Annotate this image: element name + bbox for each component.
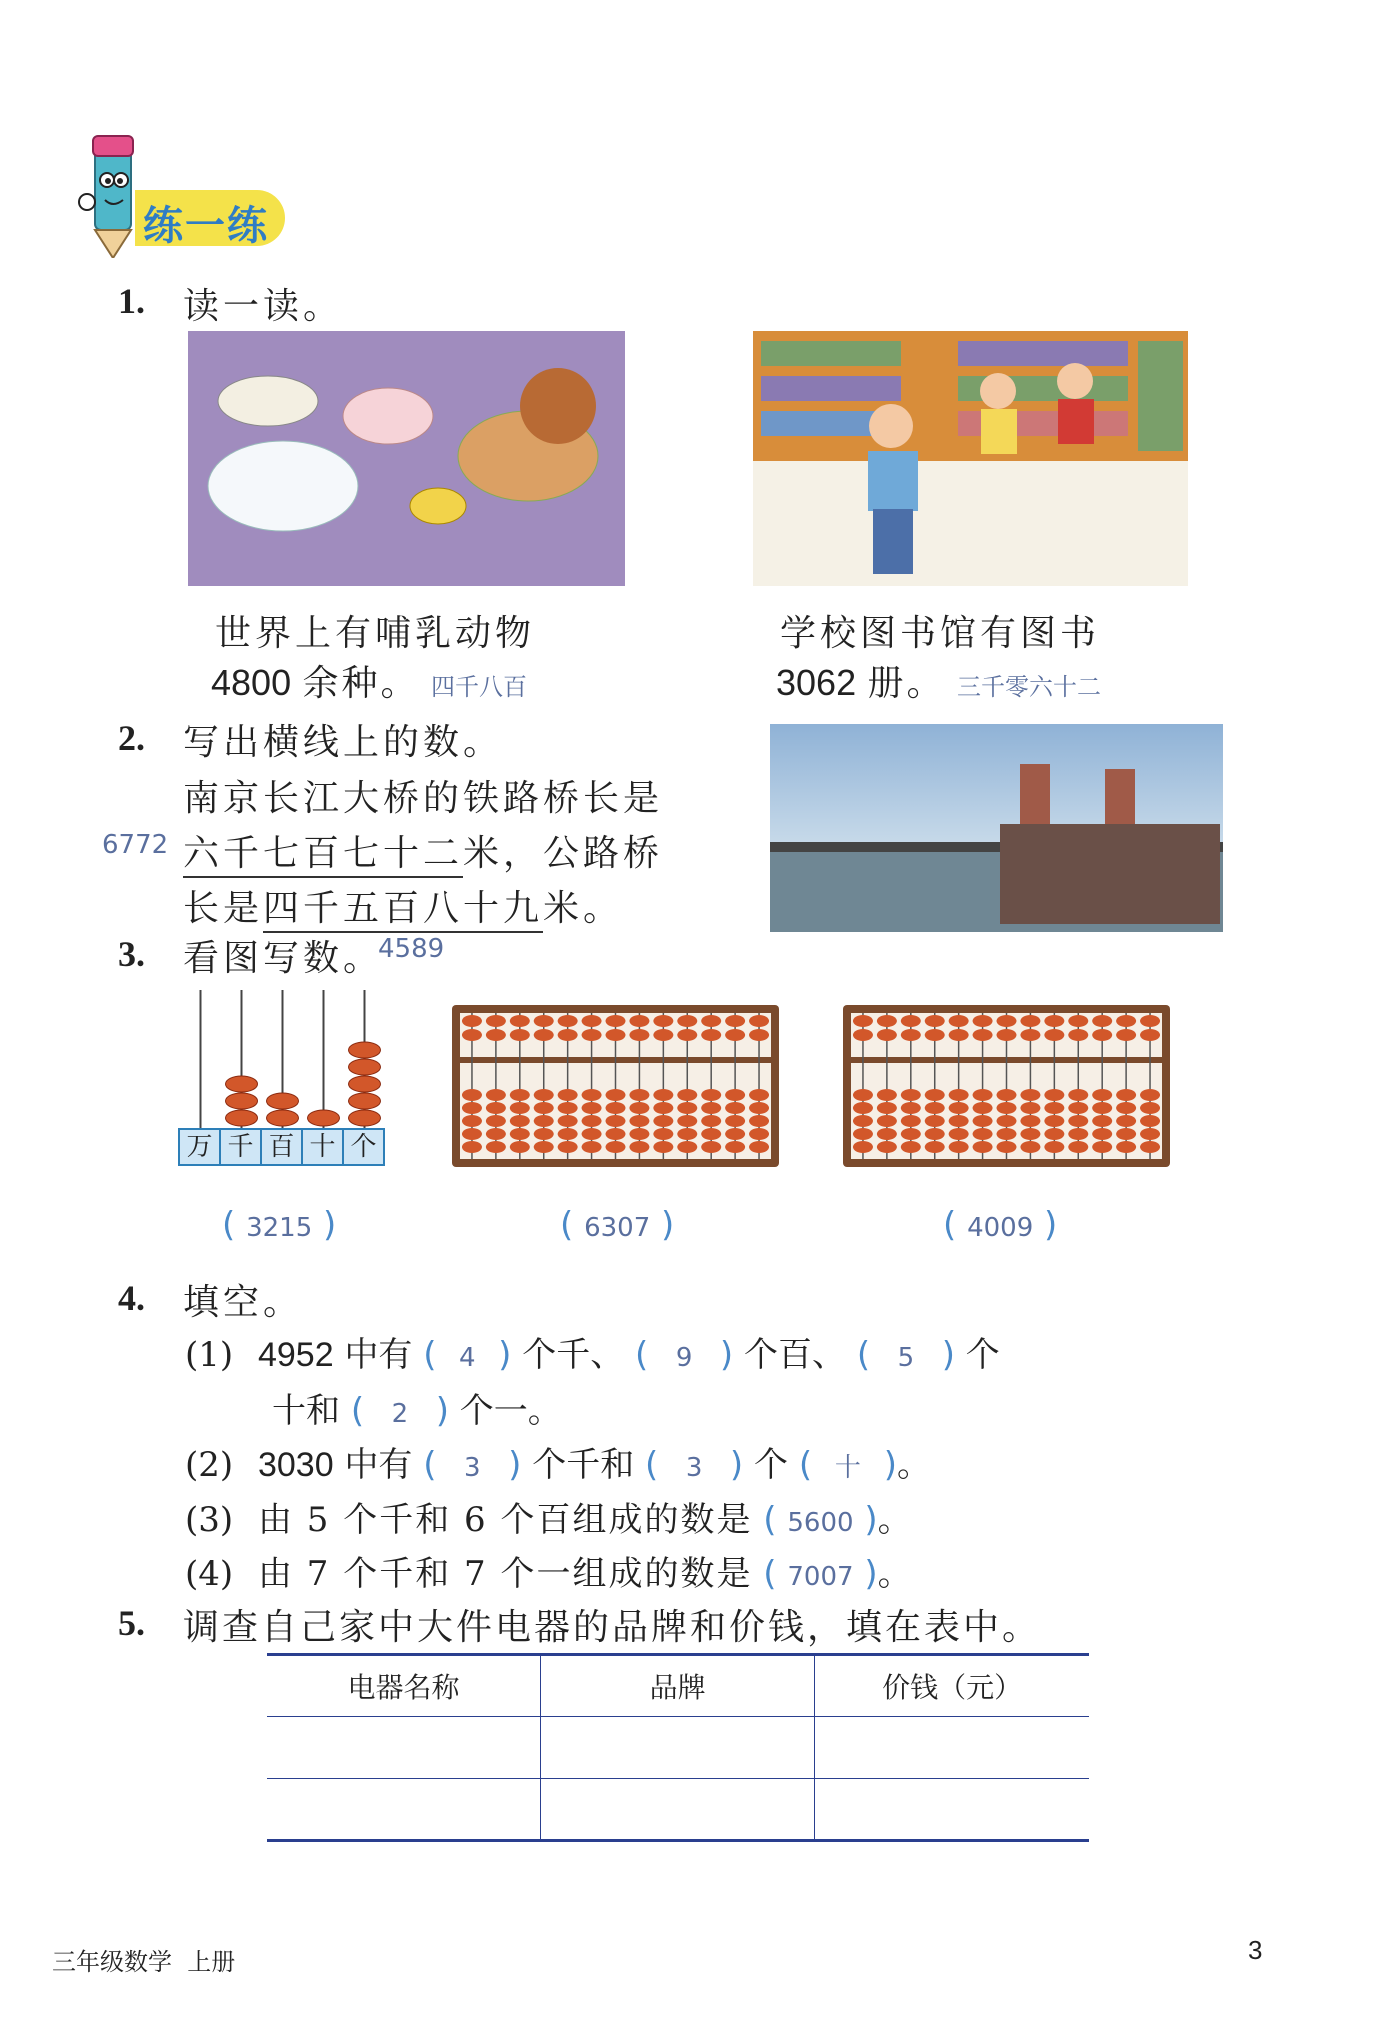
q3-answer-1-value: 3215 <box>246 1213 313 1243</box>
abacus-bead <box>606 1141 626 1153</box>
q4-item1-ans1: 4 <box>459 1343 476 1373</box>
table-header-row <box>267 1655 1089 1717</box>
abacus-bead <box>877 1015 897 1027</box>
q3-prompt: 看图写数。 <box>183 938 384 979</box>
counter-bead <box>226 1093 258 1109</box>
abacus-bead <box>749 1141 769 1153</box>
q4-item1-f: 个一。 <box>459 1391 562 1431</box>
counter-bead <box>349 1042 381 1058</box>
place-labels <box>180 1128 385 1166</box>
abacus-bead <box>973 1128 993 1140</box>
abacus-bead <box>997 1089 1017 1101</box>
abacus-bead <box>949 1128 969 1140</box>
q4-item2-c: 个 <box>754 1445 788 1485</box>
abacus-bead <box>1092 1029 1112 1041</box>
q4-item1-a: 中有 <box>344 1335 413 1375</box>
abacus-bead <box>973 1141 993 1153</box>
q4-item1-num: 4952 <box>257 1336 334 1374</box>
abacus-bead <box>877 1102 897 1114</box>
abacus-bead <box>1116 1115 1136 1127</box>
q4-item2-ans1: 3 <box>464 1453 481 1483</box>
abacus-bead <box>1044 1115 1064 1127</box>
abacus-bead <box>949 1102 969 1114</box>
q3-answer-2: ( 6307 ) <box>560 1205 675 1245</box>
abacus-bead <box>997 1029 1017 1041</box>
q1-right-caption-line2 <box>776 655 1101 706</box>
abacus-bead <box>486 1102 506 1114</box>
abacus-bead <box>853 1128 873 1140</box>
place-label-bai: 百 <box>260 1128 303 1166</box>
q1-left-answer: 四千八百 <box>431 673 528 701</box>
abacus-bead <box>949 1141 969 1153</box>
abacus-bead <box>1140 1141 1160 1153</box>
abacus-bead <box>877 1089 897 1101</box>
place-label-shi: 十 <box>301 1128 344 1166</box>
abacus-bead <box>725 1115 745 1127</box>
library-illustration <box>753 331 1188 586</box>
abacus-bead <box>877 1128 897 1140</box>
abacus-bead <box>997 1102 1017 1114</box>
abacus-bead <box>1092 1141 1112 1153</box>
counter-bead <box>226 1110 258 1126</box>
abacus-bead <box>582 1141 602 1153</box>
abacus-bead <box>582 1089 602 1101</box>
abacus-bead <box>558 1115 578 1127</box>
abacus-bead <box>677 1089 697 1101</box>
q4-item1-e: 十和 <box>272 1391 340 1431</box>
q2-margin-answer: 6772 <box>102 830 169 860</box>
abacus-bead <box>1020 1128 1040 1140</box>
q4-item1-label: (1) <box>185 1335 234 1375</box>
q4-item4-text: 由 7 个千和 7 个一组成的数是 <box>257 1554 753 1594</box>
abacus-bead <box>973 1029 993 1041</box>
q4-item1-line2: 十和 ( 2 ) 个一。 <box>272 1391 562 1431</box>
abacus-bead <box>949 1029 969 1041</box>
q4-item1-c: 个百、 <box>744 1335 846 1375</box>
abacus-bead <box>582 1128 602 1140</box>
abacus-bead <box>901 1015 921 1027</box>
abacus-bead <box>1068 1128 1088 1140</box>
abacus-bead <box>1044 1029 1064 1041</box>
abacus-bead <box>701 1115 721 1127</box>
abacus-bead <box>606 1128 626 1140</box>
abacus-bead <box>558 1029 578 1041</box>
abacus-bead <box>997 1115 1017 1127</box>
abacus-bead <box>749 1029 769 1041</box>
q4-item2-ans2: 3 <box>685 1453 703 1483</box>
abacus-bead <box>510 1015 530 1027</box>
q2-line1: 南京长江大桥的铁路桥长是 <box>183 778 664 819</box>
abacus-bead <box>582 1115 602 1127</box>
q4-prompt: 填空。 <box>183 1282 304 1323</box>
abacus-bead <box>629 1029 649 1041</box>
q1-right-caption-rest: 册。 <box>867 663 946 704</box>
q4-item1-ans3: 5 <box>897 1343 915 1373</box>
counting-frame-rods <box>180 990 385 1128</box>
abacus-bead <box>701 1141 721 1153</box>
abacus-bead <box>901 1141 921 1153</box>
abacus-bead <box>725 1029 745 1041</box>
abacus-bead <box>486 1115 506 1127</box>
q2-line3-underlined: 四千五百八十九 <box>263 888 543 933</box>
counter-bead <box>349 1093 381 1109</box>
table-row <box>267 1717 1089 1779</box>
abacus-bead <box>701 1089 721 1101</box>
abacus-bead <box>749 1128 769 1140</box>
abacus-bead <box>510 1115 530 1127</box>
q5-prompt: 调查自己家中大件电器的品牌和价钱，填在表中。 <box>183 1607 1042 1648</box>
abacus-bead <box>949 1089 969 1101</box>
place-label-ge: 个 <box>342 1128 385 1166</box>
q2-prompt: 写出横线上的数。 <box>183 722 504 763</box>
abacus-bead <box>1140 1102 1160 1114</box>
abacus-bead <box>653 1141 673 1153</box>
abacus-bead <box>462 1029 482 1041</box>
q4-item1-ans2: 9 <box>675 1343 693 1373</box>
table-header-price: 价钱（元） <box>815 1655 1089 1717</box>
q4-item2-b: 个千和 <box>532 1445 635 1485</box>
abacus-bead <box>606 1015 626 1027</box>
abacus-bead <box>701 1102 721 1114</box>
abacus-bead <box>997 1141 1017 1153</box>
abacus-bead <box>677 1029 697 1041</box>
abacus-bead <box>901 1115 921 1127</box>
q2-line2-rest: 米，公路桥 <box>463 833 664 874</box>
place-label-qian: 千 <box>219 1128 262 1166</box>
q4-item2-label: (2) <box>185 1445 234 1485</box>
abacus-bead <box>510 1141 530 1153</box>
abacus-bead <box>629 1115 649 1127</box>
abacus-bead <box>510 1089 530 1101</box>
abacus-bead <box>1116 1089 1136 1101</box>
abacus-bead <box>853 1029 873 1041</box>
q4-item3-text: 由 5 个千和 6 个百组成的数是 <box>257 1500 753 1540</box>
q5-number: 5. <box>118 1603 145 1643</box>
abacus-bead <box>1092 1089 1112 1101</box>
q3-answer-3: ( 4009 ) <box>943 1205 1058 1245</box>
abacus-bead <box>949 1115 969 1127</box>
abacus-bead <box>749 1015 769 1027</box>
abacus-bead <box>653 1102 673 1114</box>
abacus-bead <box>558 1128 578 1140</box>
abacus-bead <box>1044 1102 1064 1114</box>
abacus-bead <box>1044 1015 1064 1027</box>
abacus-bead <box>973 1102 993 1114</box>
abacus-bead <box>853 1141 873 1153</box>
abacus-bead <box>462 1115 482 1127</box>
abacus-bead <box>534 1029 554 1041</box>
table-cell[interactable] <box>815 1779 1089 1841</box>
abacus-bead <box>653 1128 673 1140</box>
abacus-bead <box>653 1115 673 1127</box>
q1-prompt: 读一读。 <box>183 286 344 327</box>
abacus-bead <box>901 1102 921 1114</box>
abacus-bead <box>853 1102 873 1114</box>
table-cell[interactable] <box>267 1779 541 1841</box>
q4-item2-ans3: 十 <box>834 1453 861 1483</box>
q1-right-answer: 三千零六十二 <box>957 673 1102 701</box>
abacus-bead <box>925 1128 945 1140</box>
abacus-bead <box>486 1029 506 1041</box>
abacus-bead <box>534 1102 554 1114</box>
abacus-bead <box>1140 1015 1160 1027</box>
abacus-bead <box>1116 1029 1136 1041</box>
abacus-bead <box>462 1128 482 1140</box>
abacus-bead <box>853 1015 873 1027</box>
abacus-1 <box>452 1005 779 1167</box>
abacus-bead <box>629 1102 649 1114</box>
abacus-bead <box>701 1128 721 1140</box>
abacus-bead <box>486 1089 506 1101</box>
counting-frame <box>180 990 385 1165</box>
q4-item1-line1: (1) 4952 中有 ( 4 ) 个千、 ( 9 ) 个百、 ( 5 ) 个 <box>185 1335 1000 1375</box>
abacus-bead <box>749 1115 769 1127</box>
abacus-bead <box>534 1141 554 1153</box>
section-header <box>75 128 285 258</box>
q4-item3-ans: 5600 <box>787 1508 854 1538</box>
abacus-bead <box>1092 1015 1112 1027</box>
q3-answer-1: ( 3215 ) <box>222 1205 337 1245</box>
q3-answer-2-value: 6307 <box>584 1213 651 1243</box>
header-title: 练一练 <box>143 203 269 249</box>
counter-bead <box>349 1059 381 1075</box>
table-header-brand: 品牌 <box>541 1655 815 1717</box>
abacus-bead <box>997 1128 1017 1140</box>
abacus-bead <box>629 1128 649 1140</box>
abacus-bead <box>558 1102 578 1114</box>
q3-answer-3-value: 4009 <box>967 1213 1034 1243</box>
abacus-bead <box>853 1089 873 1101</box>
abacus-bead <box>725 1089 745 1101</box>
abacus-bead <box>677 1015 697 1027</box>
q4-item1-ans4: 2 <box>391 1399 409 1429</box>
abacus-bead <box>1020 1141 1040 1153</box>
abacus-bead <box>853 1115 873 1127</box>
abacus-bead <box>725 1015 745 1027</box>
q4-item2-d: 。 <box>896 1445 931 1485</box>
abacus-bead <box>701 1015 721 1027</box>
q1-left-caption-line2 <box>211 655 527 706</box>
abacus-bead <box>486 1015 506 1027</box>
q2-line3-rest: 米。 <box>543 888 624 929</box>
abacus-bead <box>534 1015 554 1027</box>
footer-book-title: 三年级数学 上册 <box>52 1948 236 1976</box>
abacus-bead <box>925 1141 945 1153</box>
abacus-bead <box>1116 1015 1136 1027</box>
abacus-bead <box>1092 1128 1112 1140</box>
abacus-bead <box>653 1015 673 1027</box>
abacus-bead <box>1020 1089 1040 1101</box>
animals-illustration <box>188 331 625 586</box>
abacus-2-beads <box>843 1005 1170 1167</box>
abacus-bead <box>582 1015 602 1027</box>
table-cell[interactable] <box>267 1717 541 1779</box>
abacus-bead <box>629 1015 649 1027</box>
abacus-bead <box>653 1089 673 1101</box>
abacus-bead <box>558 1015 578 1027</box>
abacus-bead <box>462 1102 482 1114</box>
q4-item4-label: (4) <box>185 1554 234 1594</box>
abacus-bead <box>677 1141 697 1153</box>
abacus-bead <box>701 1029 721 1041</box>
counter-bead <box>349 1076 381 1092</box>
abacus-bead <box>677 1128 697 1140</box>
q4-item2: (2) 3030 中有 ( 3 ) 个千和 ( 3 ) 个 ( 十 )。 <box>185 1445 931 1485</box>
appliance-table <box>267 1653 1089 1842</box>
abacus-bead <box>877 1029 897 1041</box>
bridge-photo <box>770 724 1223 932</box>
abacus-bead <box>486 1141 506 1153</box>
abacus-bead <box>725 1102 745 1114</box>
place-label-wan: 万 <box>178 1128 221 1166</box>
q1-right-caption-line1: 学校图书馆有图书 <box>780 613 1101 654</box>
abacus-bead <box>901 1029 921 1041</box>
abacus-bead <box>510 1102 530 1114</box>
abacus-bead <box>749 1102 769 1114</box>
abacus-bead <box>606 1029 626 1041</box>
abacus-bead <box>925 1089 945 1101</box>
q4-item4-ans: 7007 <box>787 1562 854 1592</box>
abacus-bead <box>1140 1029 1160 1041</box>
abacus-bead <box>925 1115 945 1127</box>
abacus-bead <box>1020 1015 1040 1027</box>
q4-number: 4. <box>118 1278 145 1318</box>
abacus-bead <box>534 1115 554 1127</box>
table-header-name: 电器名称 <box>267 1655 541 1717</box>
q3-number: 3. <box>118 934 145 974</box>
abacus-bead <box>510 1128 530 1140</box>
counter-bead <box>308 1110 340 1126</box>
abacus-bead <box>1068 1102 1088 1114</box>
abacus-bead <box>1140 1128 1160 1140</box>
abacus-bead <box>1044 1089 1064 1101</box>
q4-item2-a: 中有 <box>344 1445 413 1485</box>
abacus-bead <box>1116 1141 1136 1153</box>
abacus-bead <box>1116 1128 1136 1140</box>
q4-item1-b: 个千、 <box>522 1335 625 1375</box>
abacus-bead <box>749 1089 769 1101</box>
q4-item4: (4) 由 7 个千和 7 个一组成的数是 ( 7007 )。 <box>185 1554 912 1594</box>
page-number: 3 <box>1248 1935 1263 1965</box>
abacus-bead <box>534 1089 554 1101</box>
abacus-bead <box>973 1015 993 1027</box>
q1-left-caption-line1: 世界上有哺乳动物 <box>215 613 536 654</box>
abacus-bead <box>462 1141 482 1153</box>
abacus-bead <box>1092 1115 1112 1127</box>
q1-left-caption-rest: 余种。 <box>302 663 420 704</box>
q4-item4-end: 。 <box>877 1554 912 1594</box>
abacus-bead <box>1116 1102 1136 1114</box>
q2-number: 2. <box>118 718 145 758</box>
abacus-bead <box>677 1115 697 1127</box>
abacus-bead <box>462 1089 482 1101</box>
abacus-bead <box>1020 1115 1040 1127</box>
abacus-bead <box>510 1029 530 1041</box>
abacus-bead <box>629 1141 649 1153</box>
q2-line2-underlined: 六千七百七十二 <box>183 833 463 878</box>
q4-item3-end: 。 <box>877 1500 912 1540</box>
abacus-bead <box>462 1015 482 1027</box>
abacus-bead <box>1068 1029 1088 1041</box>
abacus-bead <box>558 1089 578 1101</box>
abacus-bead <box>558 1141 578 1153</box>
abacus-bead <box>997 1015 1017 1027</box>
abacus-bead <box>1068 1089 1088 1101</box>
abacus-bead <box>1020 1102 1040 1114</box>
q1-right-caption-num: 3062 <box>776 662 857 703</box>
q1-number: 1. <box>118 281 145 321</box>
abacus-bead <box>925 1102 945 1114</box>
q1-left-caption-num: 4800 <box>211 662 292 703</box>
abacus-bead <box>629 1089 649 1101</box>
q4-item2-num: 3030 <box>257 1446 334 1484</box>
q2-line2 <box>183 825 663 876</box>
abacus-bead <box>877 1115 897 1127</box>
abacus-bead <box>925 1015 945 1027</box>
table-cell[interactable] <box>815 1717 1089 1779</box>
abacus-bead <box>606 1089 626 1101</box>
abacus-bead <box>1020 1029 1040 1041</box>
abacus-bead <box>582 1029 602 1041</box>
abacus-bead <box>582 1102 602 1114</box>
q4-item1-d: 个 <box>965 1335 1000 1375</box>
abacus-bead <box>877 1141 897 1153</box>
abacus-bead <box>606 1102 626 1114</box>
abacus-bead <box>973 1089 993 1101</box>
q4-item3: (3) 由 5 个千和 6 个百组成的数是 ( 5600 )。 <box>185 1500 912 1540</box>
abacus-bead <box>725 1141 745 1153</box>
abacus-bead <box>1068 1115 1088 1127</box>
abacus-bead <box>534 1128 554 1140</box>
q4-item3-label: (3) <box>185 1500 234 1540</box>
abacus-bead <box>1044 1128 1064 1140</box>
abacus-bead <box>677 1102 697 1114</box>
abacus-bead <box>901 1128 921 1140</box>
abacus-bead <box>486 1128 506 1140</box>
counter-bead <box>226 1076 258 1092</box>
abacus-bead <box>949 1015 969 1027</box>
abacus-bead <box>1092 1102 1112 1114</box>
abacus-1-beads <box>452 1005 779 1167</box>
q2-line3-prefix: 长是 <box>183 888 264 929</box>
counter-bead <box>267 1093 299 1109</box>
counter-bead <box>349 1110 381 1126</box>
abacus-bead <box>653 1029 673 1041</box>
table-cell[interactable] <box>541 1779 815 1841</box>
table-row <box>267 1779 1089 1841</box>
abacus-bead <box>725 1128 745 1140</box>
abacus-bead <box>973 1115 993 1127</box>
abacus-2 <box>843 1005 1170 1167</box>
abacus-bead <box>1068 1141 1088 1153</box>
abacus-bead <box>1044 1141 1064 1153</box>
abacus-bead <box>1140 1115 1160 1127</box>
abacus-bead <box>1140 1089 1160 1101</box>
abacus-bead <box>606 1115 626 1127</box>
q3-prompt-answer: 4589 <box>378 934 445 964</box>
abacus-bead <box>901 1089 921 1101</box>
counter-bead <box>267 1110 299 1126</box>
table-cell[interactable] <box>541 1717 815 1779</box>
q2-line3 <box>183 880 623 931</box>
abacus-bead <box>925 1029 945 1041</box>
abacus-bead <box>1068 1015 1088 1027</box>
